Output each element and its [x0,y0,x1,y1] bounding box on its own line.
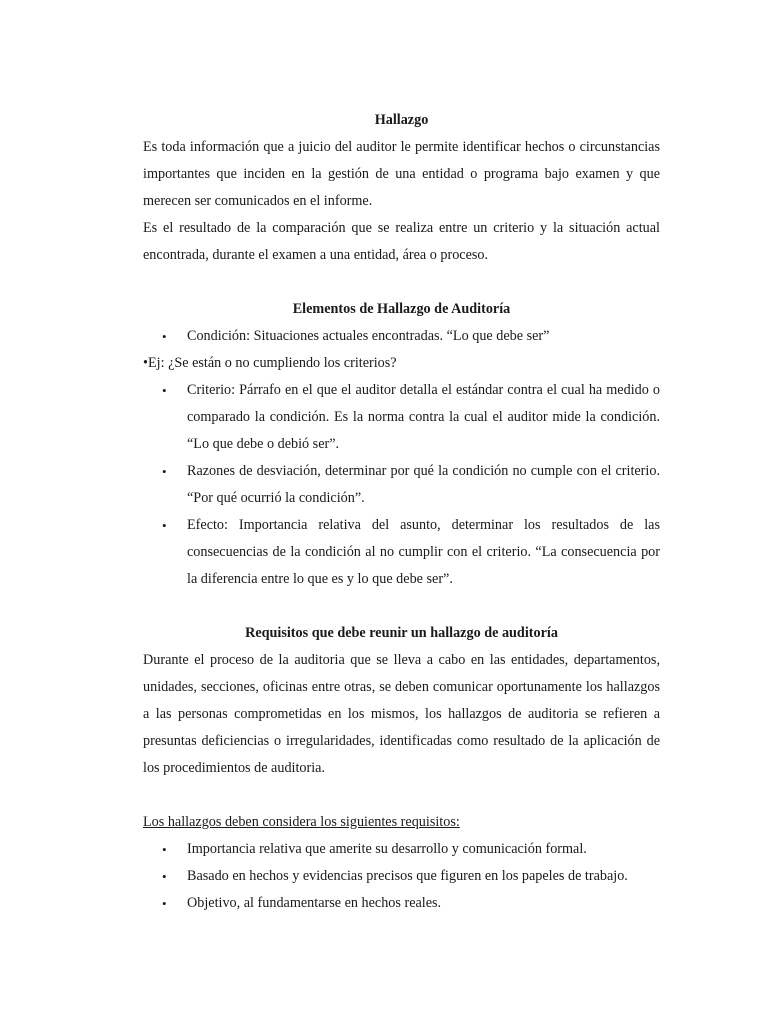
bullet-icon: • [162,896,167,911]
list-item-condicion [143,323,660,350]
list-item-criterio [143,377,660,458]
spacer [143,593,660,620]
section-title-elementos: Elementos de Hallazgo de Auditoría [292,301,511,317]
bullet-icon: • [162,329,167,344]
list-item-basado [143,863,660,890]
list-item-text: Criterio: Párrafo en el que el auditor detalla el estándar contra el cual ha medido o comparado la condición. Es la norma contra la cual el auditor mide la condición. “Lo que debe o debió ser”. [187,382,660,452]
elementos-list-first [143,323,660,350]
list-item-text: Basado en hechos y evidencias precisos que figuren en los papeles de trabajo. [187,868,628,884]
paragraph-requisitos: Durante el proceso de la auditoria que se lleva a cabo en las entidades, departamentos, unidades, secciones, oficinas entre otras, se deben comunicar oportunamente los hallazgos a las personas comprometidas en los mismos, los hallazgos de auditoria se refieren a presuntas deficiencias o irregularidades, identificadas como resultado de la aplicación de los procedimientos de auditoria. [143,652,660,776]
example-line: •Ej: ¿Se están o no cumpliendo los criterios? [143,355,397,371]
bullet-icon: • [162,842,167,857]
list-item-efecto [143,512,660,593]
requisitos-list [143,836,660,917]
bullet-icon: • [162,869,167,884]
spacer [143,269,660,296]
bullet-icon: • [162,464,167,479]
list-item-importancia [143,836,660,863]
list-item-text: Razones de desviación, determinar por qué la condición no cumple con el criterio. “Por qué ocurrió la condición”. [187,463,660,506]
elementos-list [143,377,660,593]
section-title-requisitos: Requisitos que debe reunir un hallazgo de auditoría [245,625,558,641]
spacer [143,782,660,809]
bullet-icon: • [162,518,167,533]
list-item-text: Efecto: Importancia relativa del asunto, determinar los resultados de las consecuencias de la condición al no cumplir con el criterio. “La consecuencia por la diferencia entre lo que es y lo que debe ser”. [187,517,660,587]
list-item-objetivo [143,890,660,917]
section-title-hallazgo: Hallazgo [374,112,429,128]
list-item-text: Condición: Situaciones actuales encontradas. “Lo que debe ser” [187,328,550,344]
paragraph-hallazgo-definition: Es toda información que a juicio del auditor le permite identificar hechos o circunstancias importantes que inciden en la gestión de una entidad o programa bajo examen y que merecen ser comunicados en el informe. [143,139,660,209]
requisitos-subheading: Los hallazgos deben considera los siguientes requisitos: [143,814,460,830]
list-item-razones [143,458,660,512]
document-page [143,107,660,917]
list-item-text: Objetivo, al fundamentarse en hechos reales. [187,895,442,911]
paragraph-hallazgo-result: Es el resultado de la comparación que se realiza entre un criterio y la situación actual encontrada, durante el examen a una entidad, área o proceso. [143,220,660,263]
bullet-icon: • [162,383,167,398]
list-item-text: Importancia relativa que amerite su desarrollo y comunicación formal. [187,841,587,857]
